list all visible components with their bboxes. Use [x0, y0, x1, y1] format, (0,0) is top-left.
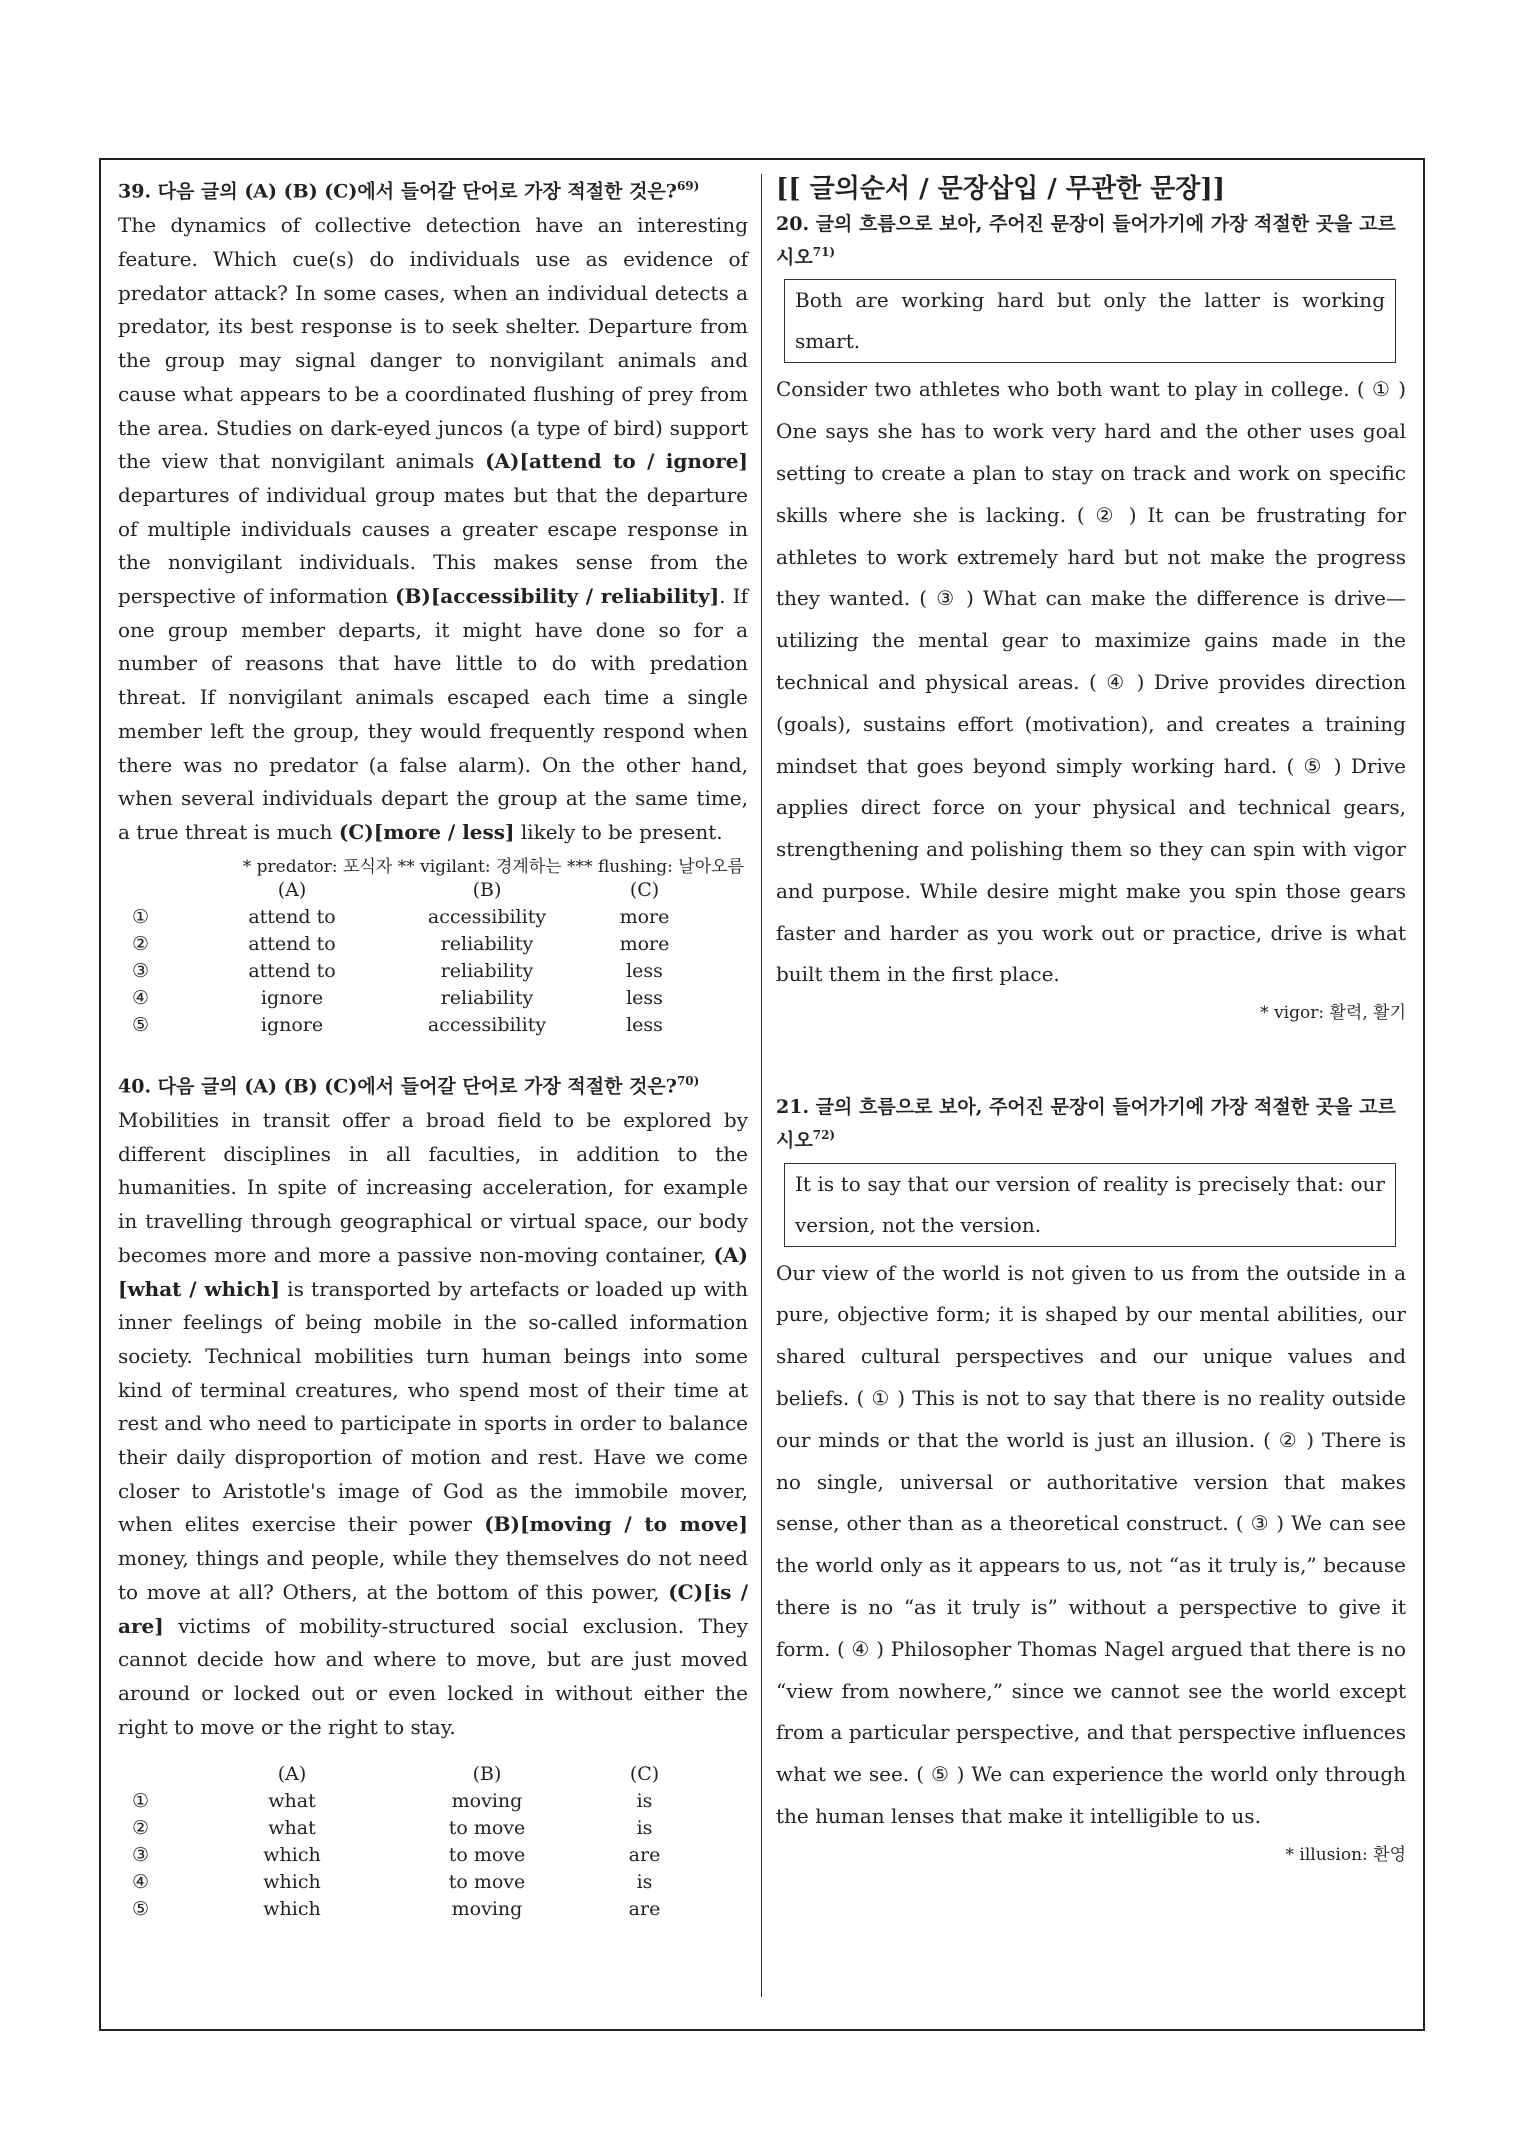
- option-row-2[interactable]: [132, 1814, 707, 1841]
- option-b: to move: [448, 1870, 526, 1893]
- insert-marker-3[interactable]: ( ③ ): [1235, 1511, 1285, 1536]
- given-sentence-box: Both are working hard but only the latter is working smart.: [784, 279, 1396, 363]
- option-row-4[interactable]: [132, 1868, 707, 1895]
- option-a: what: [268, 1789, 316, 1812]
- option-a: which: [263, 1897, 321, 1920]
- option-a: which: [263, 1843, 321, 1866]
- question-39-options: [132, 877, 707, 1039]
- blank-b: (B)[moving / to move]: [484, 1512, 748, 1537]
- option-a: attend to: [248, 933, 336, 956]
- insert-marker-4[interactable]: ( ④ ): [1089, 669, 1145, 694]
- option-c: are: [628, 1897, 661, 1920]
- col-header-b: (B): [472, 879, 502, 902]
- blank-c: (C)[more / less]: [338, 819, 515, 844]
- option-a: attend to: [248, 960, 336, 983]
- option-c: is: [636, 1816, 653, 1839]
- question-21-notes: * illusion: 환영: [1285, 1844, 1406, 1865]
- option-row-4[interactable]: [132, 985, 707, 1012]
- question-39-passage: The dynamics of collective detection have an interesting feature. Which cue(s) do individuals use as evidence of predator attack? In some cases, when an individual detects a predator, its best response is to seek shelter. Departure from the group may signal danger to nonvigilant animals and cause what appears to be a coordinated flushing of prey from the area. Studies on dark-eyed juncos (a type of bird) support the view that nonvigilant animals (A)[attend to / ignore] departures of individual group mates but that the departure of multiple individuals causes a greater escape response in the nonvigilant individuals. This makes sense from the perspective of information (B)[accessibility / reliability]. If one group member departs, it might have done so for a number of reasons that have little to do with predation threat. If nonvigilant animals escaped each time a single member left the group, they would frequently respond when there was no predator (a false alarm). On the other hand, when several individuals depart the group at the same time, a true threat is much (C)[more / less] likely to be present.: [118, 213, 748, 844]
- question-40: [118, 1067, 748, 1923]
- footnote-ref-72: 72): [812, 1128, 836, 1143]
- option-row-2[interactable]: [132, 931, 707, 958]
- column-divider: [761, 174, 762, 1997]
- option-c: less: [626, 1014, 663, 1037]
- left-column: [118, 172, 748, 1922]
- question-21: [776, 1093, 1406, 1864]
- question-20-passage: Consider two athletes who both want to play in college. ( ① ) One says she has to work very hard and the other uses goal setting to create a plan to stay on track and work on specific skills where she is lacking. ( ② ) It can be frustrating for athletes to work extremely hard but not make the progress they wanted. ( ③ ) What can make the difference is drive—utilizing the mental gear to maximize gains made in the technical and physical areas. ( ④ ) Drive provides direction (goals), sustains effort (motivation), and creates a training mindset that goes beyond simply working hard. ( ⑤ ) Drive applies direct force on your physical and technical gears, strengthening and polishing them so they can spin with vigor and purpose. While desire might make you spin those gears faster and harder as you work out or practice, drive is what built them in the first place.: [776, 377, 1407, 987]
- option-row-1[interactable]: [132, 904, 707, 931]
- question-40-passage: Mobilities in transit offer a broad field to be explored by different disciplines in all faculties, in addition to the humanities. In spite of increasing acceleration, for example in travelling through geographical or virtual space, our body becomes more and more a passive non-moving container, (A)[what / which] is transported by artefacts or loaded up with inner feelings of being mobile in the so-called information society. Technical mobilities turn human beings into some kind of terminal creatures, who spend most of their time at rest and who need to participate in sports in order to balance their daily disproportion of motion and rest. Have we come closer to Aristotle's image of God as the immobile mover, when elites exercise their power (B)[moving / to move] money, things and people, while they themselves do not need to move at all? Others, at the bottom of this power, (C)[is / are] victims of mobility-structured social exclusion. They cannot decide how and where to move, but are just moved around or locked out or even locked in without either the right to move or the right to stay.: [118, 1108, 748, 1739]
- option-c: is: [636, 1789, 653, 1812]
- option-b: reliability: [440, 987, 534, 1010]
- option-row-5[interactable]: [132, 1895, 707, 1922]
- option-a: which: [263, 1870, 321, 1893]
- option-b: to move: [448, 1816, 526, 1839]
- option-c: more: [619, 906, 670, 929]
- right-column: [776, 172, 1406, 1865]
- option-b: reliability: [440, 960, 534, 983]
- option-b: moving: [451, 1897, 523, 1920]
- option-row-3[interactable]: [132, 1841, 707, 1868]
- question-39: [118, 172, 748, 1039]
- question-20-notes: * vigor: 활력, 활기: [1260, 1003, 1406, 1024]
- option-number: ①: [132, 1789, 150, 1812]
- option-number: ④: [132, 987, 150, 1010]
- insert-marker-2[interactable]: ( ② ): [1263, 1427, 1315, 1452]
- option-row-5[interactable]: [132, 1012, 707, 1039]
- blank-b: (B)[accessibility / reliability]: [395, 584, 720, 609]
- blank-c: (C)[is / are]: [118, 1579, 748, 1638]
- insert-marker-2[interactable]: ( ② ): [1076, 502, 1137, 527]
- section-title: [[ 글의순서 / 문장삽입 / 무관한 문장]]: [776, 174, 1226, 204]
- question-21-passage: Our view of the world is not given to us from the outside in a pure, objective form; it is shaped by our mental abilities, our shared cultural perspectives and our unique values and beliefs. ( ① ) This is not to say that there is no reality outside our minds or that the world is just an illusion. ( ② ) There is no single, universal or authoritative version that makes sense, other than as a theoretical construct. ( ③ ) We can see the world only as it appears to us, not “as it truly is,” because there is no “as it truly is” without a perspective to give it form. ( ④ ) Philosopher Thomas Nagel argued that there is no “view from nowhere,” since we cannot see the world except from a particular perspective, and that perspective influences what we see. ( ⑤ ) We can experience the world only through the human lenses that make it intelligible to us.: [776, 1260, 1407, 1828]
- question-20-header: 20. 글의 흐름으로 보아, 주어진 문장이 들어가기에 가장 적절한 곳을 고르시오$^{71)}$: [776, 213, 1396, 269]
- option-number: ④: [132, 1870, 150, 1893]
- footnote-ref-71: 71): [812, 245, 836, 259]
- col-header-b: (B): [472, 1762, 502, 1785]
- insert-marker-4[interactable]: ( ④ ): [836, 1636, 885, 1661]
- option-number: ⑤: [132, 1897, 150, 1920]
- question-21-header: 21. 글의 흐름으로 보아, 주어진 문장이 들어가기에 가장 적절한 곳을 고르시오$^{72)}$: [776, 1096, 1396, 1152]
- option-c: are: [628, 1843, 661, 1866]
- insert-marker-1[interactable]: ( ① ): [856, 1386, 906, 1410]
- option-number: ①: [132, 906, 150, 929]
- option-c: more: [619, 933, 670, 956]
- option-number: ③: [132, 1843, 150, 1866]
- option-number: ③: [132, 960, 150, 983]
- question-20: [776, 210, 1406, 1023]
- options-header-row: [132, 877, 707, 904]
- insert-marker-5[interactable]: ( ⑤ ): [1286, 753, 1342, 778]
- insert-marker-5[interactable]: ( ⑤ ): [916, 1762, 965, 1787]
- blank-a: (A)[what / which]: [118, 1242, 748, 1301]
- blank-a: (A)[attend to / ignore]: [485, 449, 748, 474]
- option-c: less: [626, 987, 663, 1010]
- question-40-options: [132, 1760, 707, 1922]
- footnote-ref-69: 69): [676, 179, 700, 193]
- question-39-header: 39. 다음 글의 (A) (B) (C)에서 들어갈 단어로 가장 적절한 것은?$^{69)}$: [118, 179, 700, 203]
- option-b: reliability: [440, 933, 534, 956]
- option-row-3[interactable]: [132, 958, 707, 985]
- option-c: is: [636, 1870, 653, 1893]
- col-header-c: (C): [629, 1762, 660, 1785]
- insert-marker-3[interactable]: ( ③ ): [919, 586, 974, 611]
- option-a: ignore: [260, 1014, 324, 1037]
- options-header-row: [132, 1760, 707, 1787]
- option-b: accessibility: [427, 906, 547, 929]
- option-row-1[interactable]: [132, 1787, 707, 1814]
- option-number: ②: [132, 933, 150, 956]
- col-header-c: (C): [629, 879, 660, 902]
- option-c: less: [626, 960, 663, 983]
- option-b: moving: [451, 1789, 523, 1812]
- option-b: accessibility: [427, 1014, 547, 1037]
- insert-marker-1[interactable]: ( ① ): [1356, 377, 1407, 402]
- option-a: what: [268, 1816, 316, 1839]
- given-sentence-box: It is to say that our version of reality is precisely that: our version, not the version.: [784, 1163, 1396, 1247]
- option-number: ⑤: [132, 1014, 150, 1037]
- option-a: attend to: [248, 906, 336, 929]
- option-number: ②: [132, 1816, 150, 1839]
- col-header-a: (A): [277, 879, 307, 902]
- question-39-notes: * predator: 포식자 ** vigilant: 경계하는 *** flushing: 날아오름: [242, 856, 744, 877]
- option-b: to move: [448, 1843, 526, 1866]
- question-40-header: 40. 다음 글의 (A) (B) (C)에서 들어갈 단어로 가장 적절한 것은?$^{70)}$: [118, 1073, 700, 1098]
- footnote-ref-70: 70): [676, 1073, 700, 1088]
- col-header-a: (A): [277, 1762, 307, 1785]
- option-a: ignore: [260, 987, 324, 1010]
